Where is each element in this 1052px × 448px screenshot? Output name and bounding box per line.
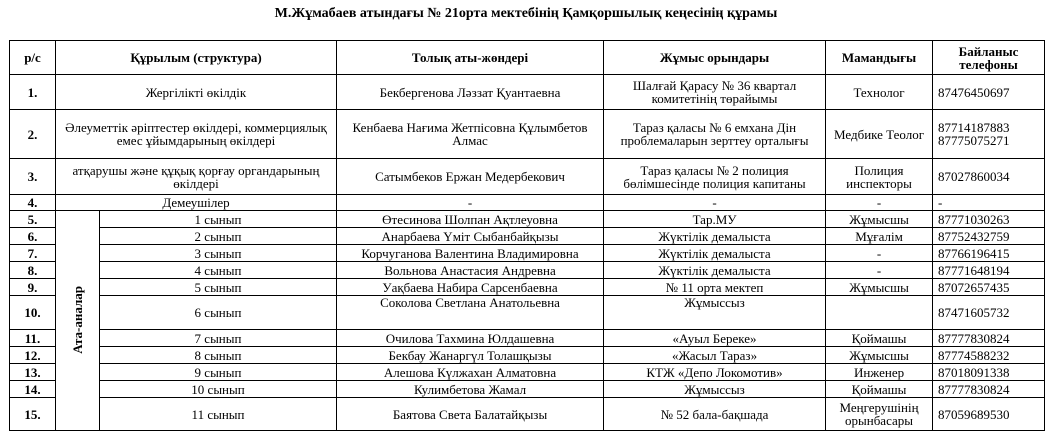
row-spec: Инженер <box>826 364 933 381</box>
row-spec: Медбике Теолог <box>826 110 933 159</box>
row-name: Вольнова Анастасия Андревна <box>337 262 604 279</box>
table-row <box>10 211 1045 228</box>
row-num: 10. <box>10 296 56 330</box>
row-name: Корчуганова Валентина Владимировна <box>337 245 604 262</box>
table-row <box>10 75 1045 110</box>
row-name: Анарбаева Үміт Сыбанбайқызы <box>337 228 604 245</box>
row-spec: Жұмысшы <box>826 347 933 364</box>
row-structure: атқарушы және құқық қорғау органдарының өкілдері <box>56 159 337 195</box>
header-structure: Құрылым (структура) <box>56 41 337 75</box>
row-structure: 3 сынып <box>100 245 337 262</box>
row-spec: Жұмысшы <box>826 279 933 296</box>
row-phone: - <box>933 195 1045 211</box>
row-num: 15. <box>10 398 56 431</box>
council-table <box>9 40 1045 431</box>
row-name: Очилова Тахмина Юлдашевна <box>337 330 604 347</box>
row-work: «Жасыл Тараз» <box>604 347 826 364</box>
row-work: «Ауыл Береке» <box>604 330 826 347</box>
row-structure: 10 сынып <box>100 381 337 398</box>
row-spec: - <box>826 195 933 211</box>
row-structure: 7 сынып <box>100 330 337 347</box>
row-work: № 11 орта мектеп <box>604 279 826 296</box>
row-num: 3. <box>10 159 56 195</box>
row-work: КТЖ «Депо Локомотив» <box>604 364 826 381</box>
table-row <box>10 245 1045 262</box>
row-num: 13. <box>10 364 56 381</box>
table-row <box>10 279 1045 296</box>
row-structure: Жергілікті өкілдік <box>56 75 337 110</box>
row-structure: Әлеуметтік әріптестер өкілдері, коммерциялық емес ұйымдарының өкілдері <box>56 110 337 159</box>
table-row <box>10 110 1045 159</box>
table-row <box>10 364 1045 381</box>
row-num: 12. <box>10 347 56 364</box>
row-work: Жүктілік демалыста <box>604 262 826 279</box>
row-structure: 4 сынып <box>100 262 337 279</box>
row-num: 1. <box>10 75 56 110</box>
row-num: 2. <box>10 110 56 159</box>
row-work: Тараз қаласы № 6 емхана Дін проблемаларын зерттеу орталығы <box>604 110 826 159</box>
row-name: Уақбаева Набира Сарсенбаевна <box>337 279 604 296</box>
row-work: Тар.МУ <box>604 211 826 228</box>
row-name: Баятова Света Балатайқызы <box>337 398 604 431</box>
row-name: - <box>337 195 604 211</box>
row-name: Кенбаева Нағима Жетпісовна Құлымбетов Алмас <box>337 110 604 159</box>
header-name: Толық аты-жөндері <box>337 41 604 75</box>
row-phone: 87771648194 <box>933 262 1045 279</box>
row-name: Соколова Светлана Анатольевна <box>337 296 604 330</box>
row-spec: Мұғалім <box>826 228 933 245</box>
row-phone: 87476450697 <box>933 75 1045 110</box>
row-phone: 87072657435 <box>933 279 1045 296</box>
row-phone: 87777830824 <box>933 381 1045 398</box>
row-structure: 2 сынып <box>100 228 337 245</box>
row-num: 4. <box>10 195 56 211</box>
table-row <box>10 262 1045 279</box>
row-spec: Полиция инспекторы <box>826 159 933 195</box>
row-structure: 5 сынып <box>100 279 337 296</box>
row-spec: Меңгерушінің орынбасары <box>826 398 933 431</box>
table-row <box>10 398 1045 431</box>
table-row <box>10 195 1045 211</box>
row-work: Жүктілік демалыста <box>604 228 826 245</box>
row-num: 5. <box>10 211 56 228</box>
row-phone: 87771030263 <box>933 211 1045 228</box>
document-title: М.Жұмабаев атындағы № 21орта мектебінің Қамқоршылық кеңесінің құрамы <box>274 6 778 21</box>
header-row <box>10 41 1045 75</box>
row-num: 9. <box>10 279 56 296</box>
row-phone: 87774588232 <box>933 347 1045 364</box>
row-num: 8. <box>10 262 56 279</box>
row-spec: Жұмысшы <box>826 211 933 228</box>
table-row <box>10 228 1045 245</box>
row-phone: 87027860034 <box>933 159 1045 195</box>
row-phone: 87471605732 <box>933 296 1045 330</box>
row-name: Алешова Күлжахан Алматовна <box>337 364 604 381</box>
row-phone: 87059689530 <box>933 398 1045 431</box>
row-work: Жұмыссыз <box>604 296 826 330</box>
header-work: Жұмыс орындары <box>604 41 826 75</box>
table-row <box>10 296 1045 330</box>
row-work: № 52 бала-бақшада <box>604 398 826 431</box>
row-work: Тараз қаласы № 2 полиция бөлімшесінде полиция капитаны <box>604 159 826 195</box>
row-phone: 87714187883 87775075271 <box>933 110 1045 159</box>
row-num: 11. <box>10 330 56 347</box>
row-structure: 9 сынып <box>100 364 337 381</box>
row-spec: - <box>826 245 933 262</box>
table-row <box>10 159 1045 195</box>
row-spec <box>826 296 933 330</box>
row-structure: 1 сынып <box>100 211 337 228</box>
row-work: Жұмыссыз <box>604 381 826 398</box>
row-num: 14. <box>10 381 56 398</box>
row-structure: 6 сынып <box>100 296 337 330</box>
table-row <box>10 347 1045 364</box>
table-row <box>10 330 1045 347</box>
row-work: Жүктілік демалыста <box>604 245 826 262</box>
row-phone: 87752432759 <box>933 228 1045 245</box>
row-phone: 87766196415 <box>933 245 1045 262</box>
row-name: Бекбергенова Ләззат Қуантаевна <box>337 75 604 110</box>
row-num: 6. <box>10 228 56 245</box>
row-work: - <box>604 195 826 211</box>
row-structure: Демеушілер <box>56 195 337 211</box>
row-phone: 87777830824 <box>933 330 1045 347</box>
row-name: Сатымбеков Ержан Медербекович <box>337 159 604 195</box>
row-phone: 87018091338 <box>933 364 1045 381</box>
row-name: Бекбау Жанаргүл Толашқызы <box>337 347 604 364</box>
row-spec: Қоймашы <box>826 330 933 347</box>
row-spec: - <box>826 262 933 279</box>
row-structure: 8 сынып <box>100 347 337 364</box>
header-phone: Байланыс телефоны <box>933 41 1045 75</box>
header-num: р/с <box>10 41 56 75</box>
row-spec: Технолог <box>826 75 933 110</box>
row-name: Өтесинова Шолпан Ақтлеуовна <box>337 211 604 228</box>
row-work: Шалғай Қарасу № 36 квартал комитетінің төрайымы <box>604 75 826 110</box>
row-num: 7. <box>10 245 56 262</box>
row-name: Кулимбетова Жамал <box>337 381 604 398</box>
row-structure: 11 сынып <box>100 398 337 431</box>
header-spec: Мамандығы <box>826 41 933 75</box>
parents-group-label: Ата-аналар <box>56 211 100 431</box>
row-spec: Қоймашы <box>826 381 933 398</box>
table-row <box>10 381 1045 398</box>
